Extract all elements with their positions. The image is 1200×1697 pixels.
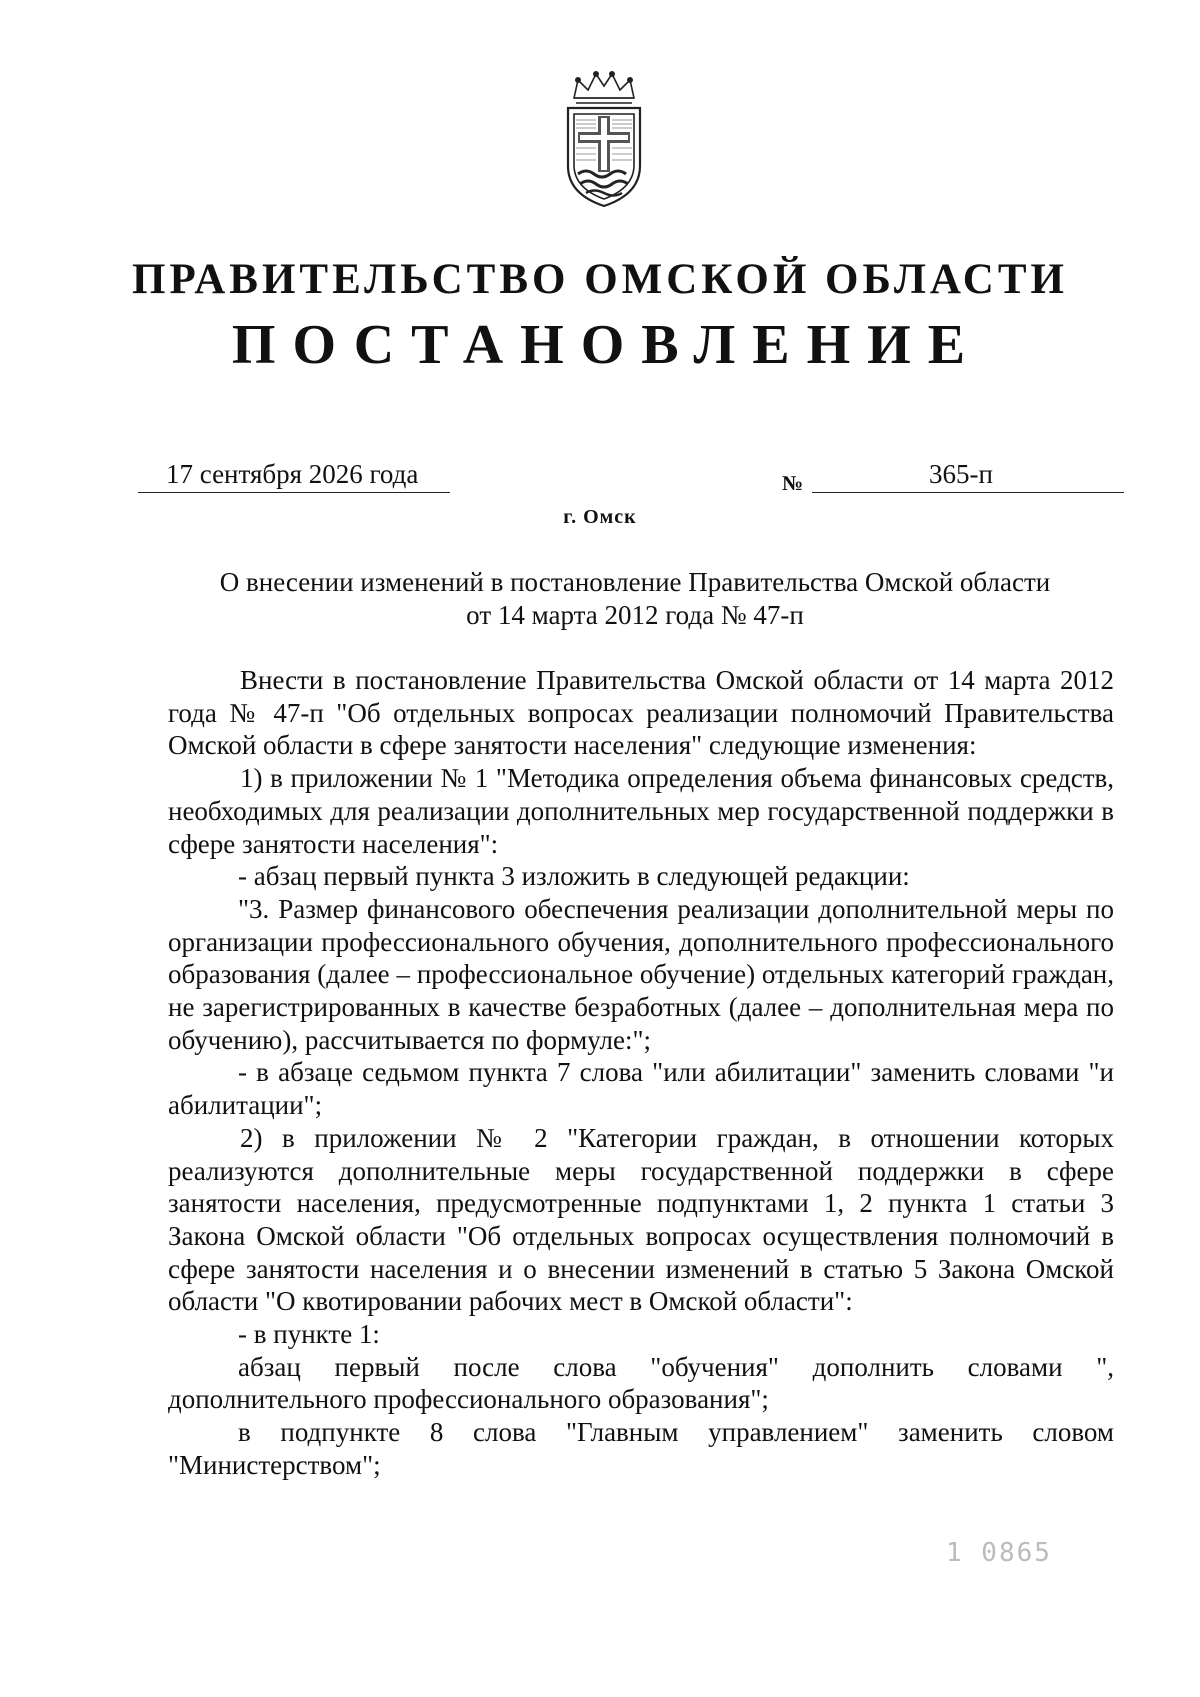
number-sign: № (782, 471, 804, 495)
body-paragraph-7: - в пункте 1: (238, 1319, 380, 1350)
registration-stamp: 1 0865 (946, 1538, 1052, 1568)
body-paragraph-8: абзац первый после слова "обучения" дополнить словами ", дополнительного профессионального образования"; (168, 1351, 1114, 1415)
number-field (812, 456, 1124, 493)
city-label: г. Омск (563, 506, 637, 528)
body-paragraph-6: 2) в приложении № 2 "Категории граждан, в отношении которых реализуются дополнительные меры государственной поддержки в сфере занятости населения, предусмотренные подпунктами 1, 2 пункта 1 статьи 3 Закона Омской области "Об отдельных вопросах осуществления полномочий в сфере занятости населения и о внесении изменений в статью 5 Закона Омской области "О квотировании рабочих мест в Омской области": (168, 1122, 1114, 1317)
document-body (168, 664, 1114, 1482)
subject-line-1: О внесении изменений в постановление Правительства Омской области (219, 567, 1051, 597)
government-title: ПРАВИТЕЛЬСТВО ОМСКОЙ ОБЛАСТИ (132, 256, 1068, 303)
body-paragraph-4: "3. Размер финансового обеспечения реализации дополнительной меры по организации профессионального обучения, дополнительного профессионального образования (далее – профессиональное обучение) отдельных категорий граждан, не зарегистрированных в качестве безработных (далее – дополнительная мера по обучению), рассчитывается по формуле:"; (168, 893, 1114, 1055)
body-paragraph-9: в подпункте 8 слова "Главным управлением" заменить словом "Министерством"; (168, 1417, 1114, 1480)
omsk-coat-of-arms-icon (562, 70, 646, 210)
body-paragraph-5: - в абзаце седьмом пункта 7 слова "или абилитации" заменить словами "и абилитации"; (168, 1057, 1114, 1121)
document-subject (170, 566, 1100, 632)
document-date: 17 сентября 2026 года (166, 459, 419, 489)
subject-line-2: от 14 марта 2012 года № 47-п (466, 600, 804, 630)
document-type-title: ПОСТАНОВЛЕНИЕ (231, 314, 983, 376)
body-paragraph-2: 1) в приложении № 1 "Методика определения объема финансовых средств, необходимых для реализации дополнительных мер государственной поддержки в сфере занятости населения": (168, 763, 1114, 859)
body-paragraph-3: - абзац первый пункта 3 изложить в следующей редакции: (238, 861, 910, 892)
body-paragraph-1: Внести в постановление Правительства Омской области от 14 марта 2012 года № 47-п "Об отдельных вопросах реализации полномочий Правительства Омской области в сфере занятости населения" следующие изменения: (168, 665, 1114, 761)
date-field (138, 456, 450, 493)
document-number: 365-п (929, 459, 993, 489)
